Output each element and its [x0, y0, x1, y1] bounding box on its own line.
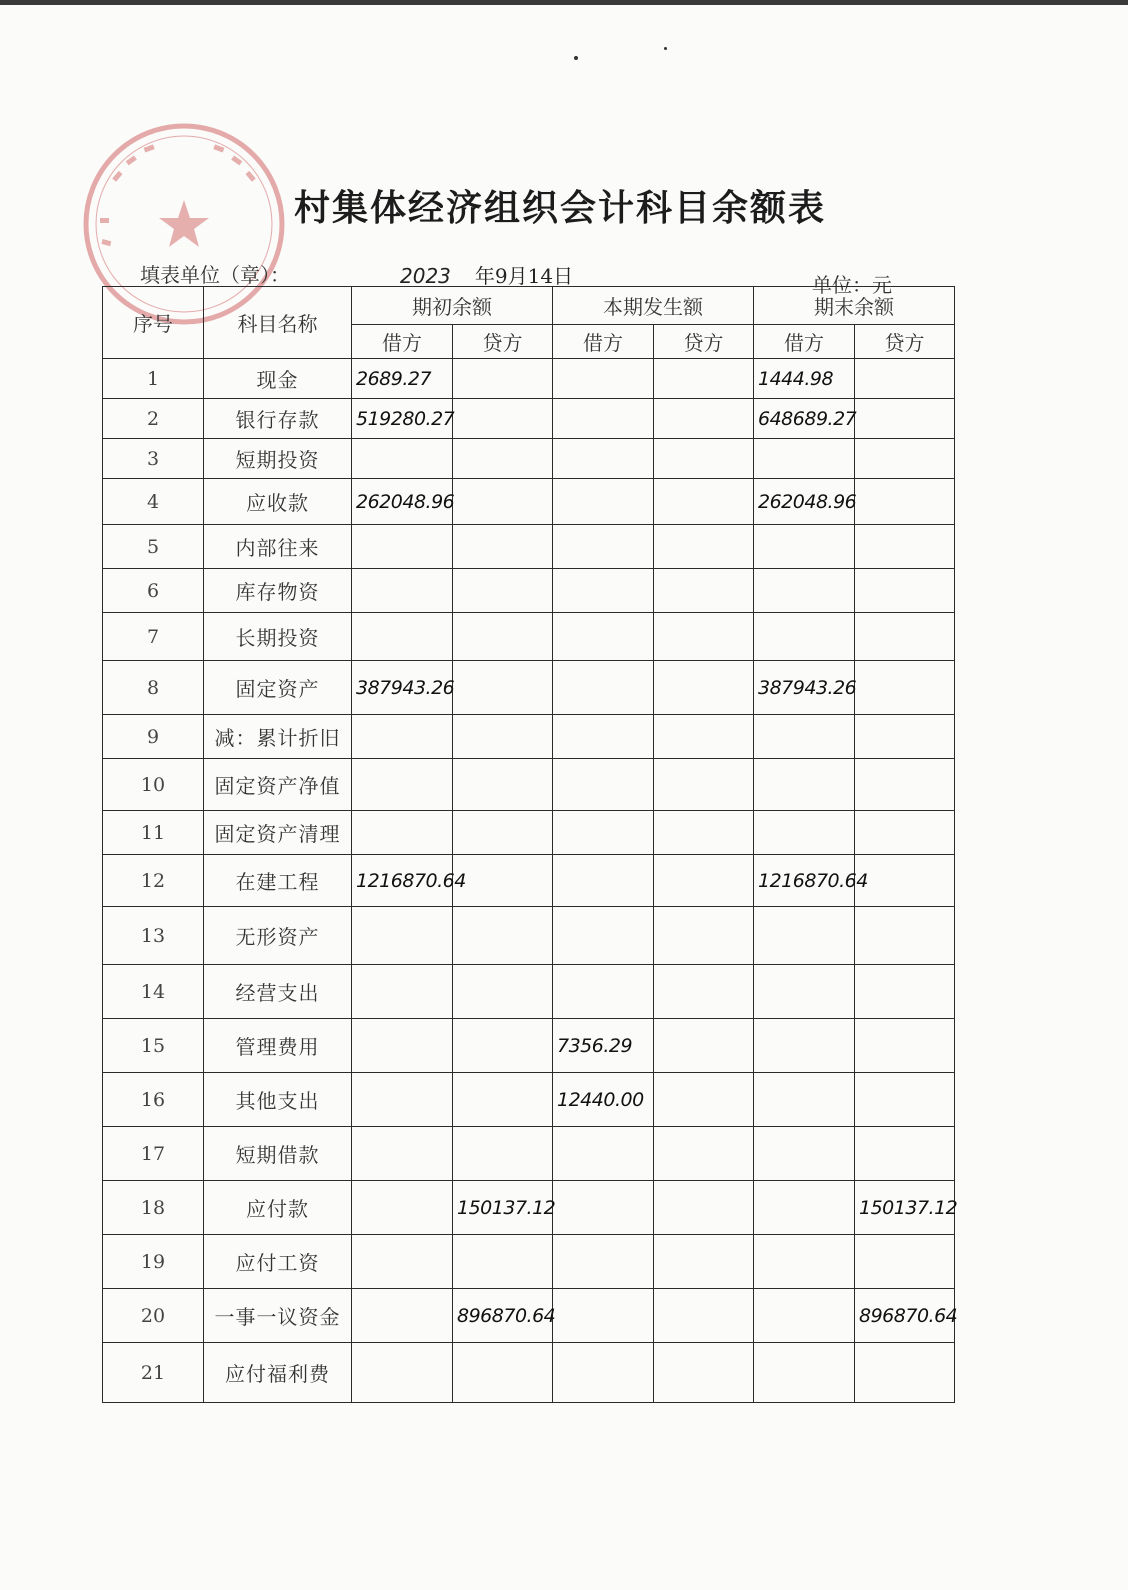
cell-cur-debit	[553, 1343, 654, 1403]
cell-open-debit	[352, 1289, 453, 1343]
row-index: 11	[103, 811, 204, 855]
cell-close-credit	[855, 1235, 955, 1289]
cell-cur-debit	[553, 661, 654, 715]
cell-cur-debit	[553, 855, 654, 907]
cell-cur-credit	[654, 525, 754, 569]
cell-open-debit	[352, 907, 453, 965]
row-index: 2	[103, 399, 204, 439]
table-row	[103, 359, 955, 399]
ink-speck	[664, 47, 667, 50]
cell-open-credit	[453, 907, 553, 965]
cell-cur-debit	[553, 759, 654, 811]
cell-close-credit	[855, 907, 955, 965]
cell-open-debit	[352, 811, 453, 855]
cell-close-credit	[855, 399, 955, 439]
table-row	[103, 855, 955, 907]
cell-close-credit: 150137.12	[855, 1181, 955, 1235]
cell-open-credit	[453, 399, 553, 439]
cell-close-debit	[754, 525, 855, 569]
cell-open-debit	[352, 439, 453, 479]
table-row	[103, 399, 955, 439]
cell-close-debit	[754, 569, 855, 613]
cell-cur-debit	[553, 399, 654, 439]
cell-open-debit	[352, 759, 453, 811]
account-name: 应付款	[204, 1181, 352, 1235]
cell-cur-credit	[654, 811, 754, 855]
cell-cur-debit	[553, 811, 654, 855]
cell-cur-credit	[654, 661, 754, 715]
cell-close-credit	[855, 1073, 955, 1127]
row-index: 7	[103, 613, 204, 661]
cell-open-debit	[352, 1181, 453, 1235]
cell-close-debit	[754, 907, 855, 965]
cell-close-debit	[754, 1127, 855, 1181]
cell-close-credit	[855, 439, 955, 479]
cell-open-debit	[352, 569, 453, 613]
header-account-name: 科目名称	[204, 287, 352, 359]
row-index: 14	[103, 965, 204, 1019]
cell-cur-debit	[553, 479, 654, 525]
cell-close-credit	[855, 1019, 955, 1073]
row-index: 20	[103, 1289, 204, 1343]
table-row	[103, 1289, 955, 1343]
table-row	[103, 965, 955, 1019]
cell-cur-credit	[654, 855, 754, 907]
cell-open-debit	[352, 1019, 453, 1073]
table-row	[103, 759, 955, 811]
cell-open-debit	[352, 965, 453, 1019]
account-name: 银行存款	[204, 399, 352, 439]
cell-cur-credit	[654, 479, 754, 525]
cell-open-credit	[453, 359, 553, 399]
cell-open-credit	[453, 1019, 553, 1073]
row-index: 12	[103, 855, 204, 907]
table-row	[103, 525, 955, 569]
table-row	[103, 613, 955, 661]
cell-cur-debit	[553, 1289, 654, 1343]
account-name: 应付福利费	[204, 1343, 352, 1403]
header-index: 序号	[103, 287, 204, 359]
account-name: 经营支出	[204, 965, 352, 1019]
cell-cur-credit	[654, 1343, 754, 1403]
cell-cur-debit: 12440.00	[553, 1073, 654, 1127]
cell-close-credit	[855, 715, 955, 759]
cell-close-debit	[754, 1019, 855, 1073]
cell-open-debit: 262048.96	[352, 479, 453, 525]
account-name: 应付工资	[204, 1235, 352, 1289]
cell-close-debit	[754, 439, 855, 479]
cell-close-credit	[855, 855, 955, 907]
table-body	[103, 359, 958, 1403]
cell-cur-credit	[654, 1019, 754, 1073]
table-row	[103, 1181, 955, 1235]
account-name: 在建工程	[204, 855, 352, 907]
cell-cur-credit	[654, 1127, 754, 1181]
cell-cur-credit	[654, 759, 754, 811]
cell-open-credit	[453, 1343, 553, 1403]
row-index: 4	[103, 479, 204, 525]
cell-close-credit: 896870.64	[855, 1289, 955, 1343]
row-index: 18	[103, 1181, 204, 1235]
cell-open-credit: 896870.64	[453, 1289, 553, 1343]
cell-cur-credit	[654, 1235, 754, 1289]
cell-cur-credit	[654, 439, 754, 479]
row-index: 8	[103, 661, 204, 715]
cell-open-credit	[453, 569, 553, 613]
table-row	[103, 907, 955, 965]
cell-cur-debit	[553, 359, 654, 399]
cell-cur-debit	[553, 569, 654, 613]
account-name: 现金	[204, 359, 352, 399]
cell-close-credit	[855, 359, 955, 399]
cell-open-credit	[453, 1127, 553, 1181]
cell-open-credit: 150137.12	[453, 1181, 553, 1235]
cell-cur-credit	[654, 613, 754, 661]
cell-open-debit	[352, 613, 453, 661]
cell-close-credit	[855, 811, 955, 855]
cell-cur-debit	[553, 525, 654, 569]
cell-open-debit	[352, 1127, 453, 1181]
account-name: 库存物资	[204, 569, 352, 613]
row-index: 17	[103, 1127, 204, 1181]
cell-open-debit: 2689.27	[352, 359, 453, 399]
account-name: 短期投资	[204, 439, 352, 479]
header-current-debit: 借方	[553, 325, 654, 359]
cell-open-debit	[352, 525, 453, 569]
cell-close-debit	[754, 759, 855, 811]
cell-close-credit	[855, 759, 955, 811]
cell-cur-debit: 7356.29	[553, 1019, 654, 1073]
document-title: 村集体经济组织会计科目余额表	[293, 188, 826, 229]
cell-cur-debit	[553, 1127, 654, 1181]
cell-close-debit: 1444.98	[754, 359, 855, 399]
report-date	[400, 260, 573, 289]
row-index: 19	[103, 1235, 204, 1289]
account-name: 内部往来	[204, 525, 352, 569]
cell-close-debit	[754, 1289, 855, 1343]
cell-close-credit	[855, 965, 955, 1019]
header-current-credit: 贷方	[654, 325, 754, 359]
row-index: 16	[103, 1073, 204, 1127]
cell-cur-debit	[553, 1181, 654, 1235]
header-current-period: 本期发生额	[553, 287, 754, 325]
header-opening-debit: 借方	[352, 325, 453, 359]
cell-cur-debit	[553, 965, 654, 1019]
cell-cur-debit	[553, 715, 654, 759]
header-closing-credit: 贷方	[855, 325, 955, 359]
cell-open-credit	[453, 759, 553, 811]
header-closing-debit: 借方	[754, 325, 855, 359]
table-row	[103, 1127, 955, 1181]
account-name: 应收款	[204, 479, 352, 525]
scan-edge	[0, 0, 1128, 5]
cell-close-debit: 1216870.64	[754, 855, 855, 907]
cell-open-credit	[453, 811, 553, 855]
balance-table	[102, 286, 958, 1403]
row-index: 5	[103, 525, 204, 569]
cell-cur-credit	[654, 715, 754, 759]
cell-cur-debit	[553, 1235, 654, 1289]
account-name: 固定资产	[204, 661, 352, 715]
cell-cur-credit	[654, 1073, 754, 1127]
cell-cur-credit	[654, 1289, 754, 1343]
cell-close-credit	[855, 1343, 955, 1403]
cell-open-credit	[453, 965, 553, 1019]
cell-close-debit: 648689.27	[754, 399, 855, 439]
account-name: 管理费用	[204, 1019, 352, 1073]
row-index: 15	[103, 1019, 204, 1073]
cell-open-debit	[352, 715, 453, 759]
date-year: 2023	[400, 264, 451, 288]
cell-open-credit	[453, 661, 553, 715]
cell-close-debit	[754, 715, 855, 759]
cell-cur-credit	[654, 399, 754, 439]
cell-close-credit	[855, 479, 955, 525]
row-index: 21	[103, 1343, 204, 1403]
row-index: 10	[103, 759, 204, 811]
table-row	[103, 715, 955, 759]
cell-open-credit	[453, 439, 553, 479]
cell-close-credit	[855, 525, 955, 569]
cell-close-credit	[855, 1127, 955, 1181]
cell-cur-debit	[553, 907, 654, 965]
table-row	[103, 811, 955, 855]
cell-close-debit	[754, 965, 855, 1019]
row-index: 6	[103, 569, 204, 613]
table-row	[103, 479, 955, 525]
header-opening-credit: 贷方	[453, 325, 553, 359]
cell-close-debit	[754, 1343, 855, 1403]
cell-open-debit	[352, 1235, 453, 1289]
row-index: 9	[103, 715, 204, 759]
cell-close-debit	[754, 1235, 855, 1289]
cell-cur-debit	[553, 439, 654, 479]
currency-unit-label: 单位：元	[812, 273, 892, 297]
cell-open-credit	[453, 525, 553, 569]
cell-open-credit	[453, 479, 553, 525]
account-name: 一事一议资金	[204, 1289, 352, 1343]
cell-close-debit	[754, 1181, 855, 1235]
cell-close-credit	[855, 569, 955, 613]
cell-open-credit	[453, 613, 553, 661]
date-rest: 年9月14日	[474, 264, 574, 288]
cell-open-debit	[352, 1073, 453, 1127]
cell-cur-credit	[654, 907, 754, 965]
table-row	[103, 569, 955, 613]
cell-close-debit	[754, 811, 855, 855]
cell-open-debit: 519280.27	[352, 399, 453, 439]
table-row	[103, 1235, 955, 1289]
row-index: 1	[103, 359, 204, 399]
cell-cur-credit	[654, 1181, 754, 1235]
cell-close-debit: 387943.26	[754, 661, 855, 715]
cell-open-debit	[352, 1343, 453, 1403]
table-row	[103, 661, 955, 715]
table-row	[103, 1019, 955, 1073]
cell-cur-credit	[654, 965, 754, 1019]
table-row	[103, 439, 955, 479]
fill-unit-label: 填表单位（章）：	[140, 263, 290, 287]
row-index: 13	[103, 907, 204, 965]
account-name: 其他支出	[204, 1073, 352, 1127]
cell-cur-credit	[654, 359, 754, 399]
cell-close-debit: 262048.96	[754, 479, 855, 525]
cell-close-debit	[754, 1073, 855, 1127]
cell-open-credit	[453, 715, 553, 759]
cell-open-debit: 387943.26	[352, 661, 453, 715]
account-name: 长期投资	[204, 613, 352, 661]
header-opening-balance: 期初余额	[352, 287, 553, 325]
account-name: 固定资产清理	[204, 811, 352, 855]
cell-open-credit	[453, 855, 553, 907]
cell-open-credit	[453, 1073, 553, 1127]
cell-open-debit: 1216870.64	[352, 855, 453, 907]
table-row	[103, 1073, 955, 1127]
table-row	[103, 1343, 955, 1403]
cell-close-credit	[855, 613, 955, 661]
cell-cur-debit	[553, 613, 654, 661]
row-index: 3	[103, 439, 204, 479]
cell-cur-credit	[654, 569, 754, 613]
account-name: 减：累计折旧	[204, 715, 352, 759]
account-name: 无形资产	[204, 907, 352, 965]
cell-close-credit	[855, 661, 955, 715]
ink-speck	[574, 56, 578, 60]
account-name: 短期借款	[204, 1127, 352, 1181]
cell-open-credit	[453, 1235, 553, 1289]
header-closing-balance: 期末余额	[754, 287, 955, 325]
cell-close-debit	[754, 613, 855, 661]
account-name: 固定资产净值	[204, 759, 352, 811]
